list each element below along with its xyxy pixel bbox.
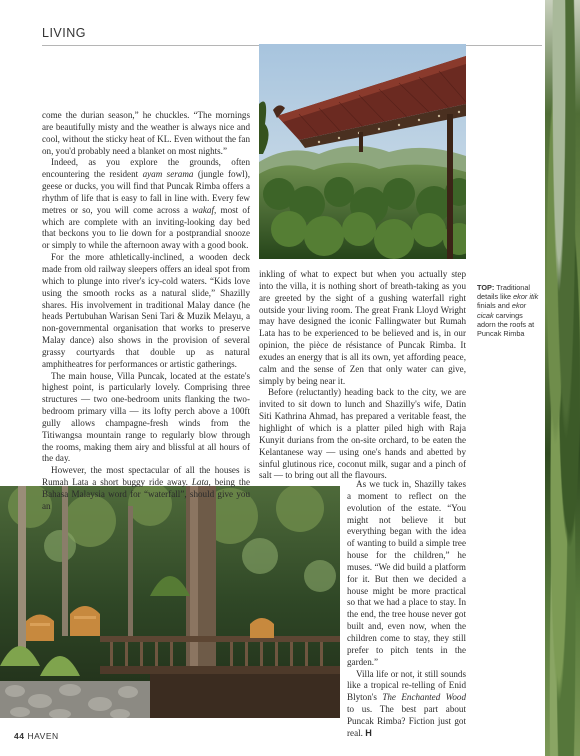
italic-term: The Enchanted Wood [382,692,466,703]
text-run: Indeed, as you explore the grounds, often encountering the resident [42,157,250,180]
end-mark: H [365,727,372,738]
paragraph [42,465,250,512]
paragraph: inkling of what to expect but when you actually step into the villa, it is nothing short of breath-taking as you are greeted by the sight of a gushing waterfall right outside your living room. The great Frank Lloyd Wright may have designed the iconic Fallingwater but Rumah Lata has to be experienced to be believed and is, in our opinion, the pièce de résistance of Puncak Rimba. It exudes an energy that is all its own, yet affording peace, calm and the sense of Zen that only water can give, simply by being near it. [259,269,466,386]
text-run: However, the most spectacular of all the houses is Rumah Lata a short buggy ride away. [42,465,250,488]
text-run: , most of which are complete with an inviting-looking day bed that beckons you to lie down for a postprandial snooze or simply to while the afternoon away with a good book. [42,204,250,251]
caption-text: carvings adorn the roofs at Puncak Rimba [477,310,535,339]
paragraph: The main house, Villa Puncak, located at the estate's highest point, is particularly lovely. Comprising three structures — two one-bedroom units flanking the two-bedroom primary villa — its lofty perch above a 100ft gully allows champagne-fresh winds from the Titiwangsa mountain range to regularly blow through the rooms, making them airy and blissful at all hours of the day. [42,370,250,464]
paragraph [347,669,466,740]
text-run: , being the Bahasa Malaysia word for “waterfall”, should give you an [42,477,250,511]
caption-term: ekor itik [513,292,539,302]
paragraph: As we tuck in, Shazilly takes a moment to reflect on the evolution of the estate. “You might not believe it but everything began with the idea of wanting to build a simple tree house for the children,” he muses. “We did build a platform for it. But then we decided a house might be more practical so that we had a place to stay. In the end, the tree house never got built and, even now, when the children come to stay, they still prefer to pitch tents in the garden.” [347,479,466,667]
italic-term: ayam serama [142,169,194,180]
caption-text: Traditional details like [477,283,531,302]
caption-text: finials and [477,301,512,311]
caption-term: ekor cicak [477,301,527,320]
body-column-1 [42,110,250,513]
deck-illustration [0,486,340,718]
photo-roof-finials [259,44,466,259]
page-number: 44 [14,731,25,741]
paragraph: come the durian season,” he chuckles. “The mornings are beautifully misty and the weather is always nice and cool, without the sticky heat of KL. Even without the fan on, you'd probably need a blanket on most nights.” [42,110,250,156]
caption-lead: TOP: [477,283,495,292]
body-column-3 [347,479,466,740]
edge-jungle-image [545,0,580,756]
paragraph: For the more athletically-inclined, a wooden deck made from old railway sleepers offers an ideal spot from which to plunge into river's icy-cold waters. “Kids love using the smooth rocks as a natural slide,” Shazilly shares. His involvement in traditional Malay dance (he heads Pertubuhan Warisan Seni Tari & Muzik Melayu, a non-governmental organisation that works to preserve Malay dance) also shows in the provision of several grassy courtyards that double up as natural amphitheatres for performances or artistic gatherings. [42,252,250,369]
text-run: Villa life or not, it still sounds like a tropical re-telling of Enid Blyton's [347,668,466,703]
italic-term: wakaf [192,204,214,215]
italic-term: Lata [191,477,209,488]
paragraph [42,157,250,252]
magazine-name: HAVEN [27,731,59,741]
photo-jungle-deck [0,486,340,718]
roof-illustration [259,44,466,259]
photo-caption [477,283,543,338]
section-label: LIVING [42,26,86,40]
body-column-2 [259,269,466,482]
paragraph: Before (reluctantly) heading back to the city, we are invited to sit down to lunch and Shazilly's wife, Datin Siti Kathrina Ahmad, has prepared a veritable feast, the highlight of which is a platter piled high with Raja Kunyit durians from the on-site orchard, to be eaten the Kelantanese way — using one's hands and abetted by sinful glutinous rice, coconut milk, sugar and a pinch of salt — to bring out all the flavours. [259,387,466,481]
text-run: to us. The best part about Puncak Rimba? Fiction just got real. [347,704,466,738]
page-footer [14,731,59,741]
text-run: (jungle fowl), geese or ducks, you will find that Puncak Rimba offers a rhythm of life that is easy to fall in line with. Every few metres or so, you will come across a [42,169,250,215]
